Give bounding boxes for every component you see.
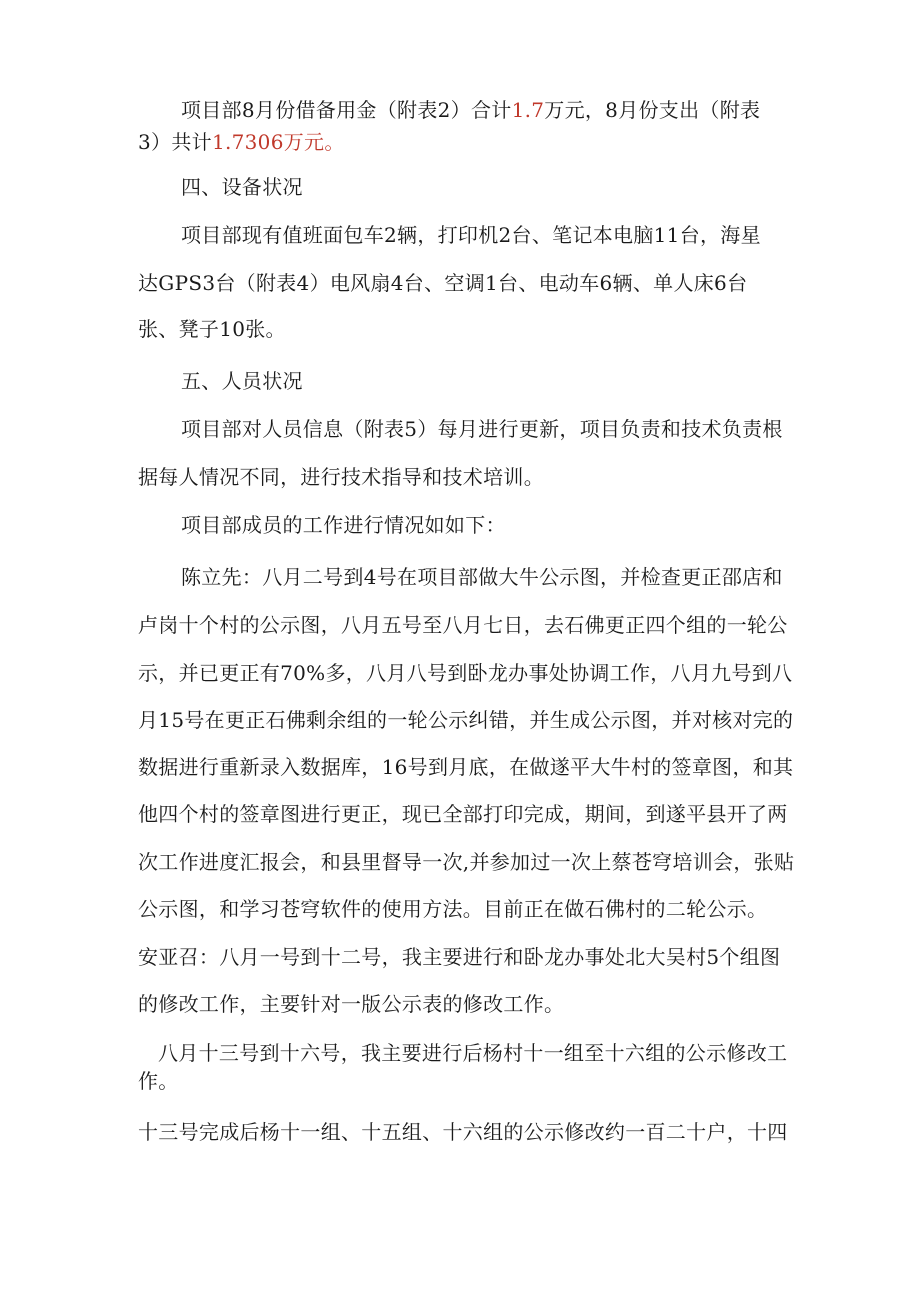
an-paragraph-line: 安亚召：八月一号到十二号，我主要进行和卧龙办事处北大吴村5个组图	[138, 945, 781, 969]
chen-paragraph-line: 月15号在更正石佛剩余组的一轮公示纠错，并生成公示图，并对核对完的	[138, 708, 794, 732]
chen-paragraph-line: 次工作进度汇报会，和县里督导一次,并参加过一次上蔡苍穹培训会，张贴	[138, 850, 795, 874]
chen-paragraph-line: 他四个村的签章图进行更正，现已全部打印完成，期间，到遂平县开了两	[138, 802, 788, 826]
aug13-paragraph-line: 作。	[138, 1069, 179, 1093]
chen-paragraph-line: 卢岗十个村的公示图，八月五号至八月七日，去石佛更正四个组的一轮公	[138, 613, 788, 637]
equipment-line: 达GPS3台（附表4）电风扇4台、空调1台、电动车6辆、单人床6台	[138, 271, 748, 295]
equipment-line: 张、凳子10张。	[138, 317, 286, 341]
equipment-line: 项目部现有值班面包车2辆，打印机2台、笔记本电脑11台，海星	[181, 223, 761, 247]
chen-paragraph-line: 陈立先：八月二号到4号在项目部做大牛公示图，并检查更正邵店和	[181, 565, 783, 589]
last-paragraph-line: 十三号完成后杨十一组、十五组、十六组的公示修改约一百二十户，十四	[138, 1120, 788, 1144]
an-paragraph-line: 的修改工作，主要针对一版公示表的修改工作。	[138, 992, 565, 1016]
chen-paragraph-line: 数据进行重新录入数据库，16号到月底，在做遂平大牛村的签章图，和其	[138, 755, 794, 779]
chen-paragraph-line: 公示图，和学习苍穹软件的使用方法。目前正在做石佛村的二轮公示。	[138, 897, 768, 921]
finance-text: 3）共计	[138, 130, 212, 154]
finance-text: 项目部8月份借备用金（附表2）合计	[181, 98, 512, 122]
aug13-paragraph-line: 八月十三号到十六号，我主要进行后杨村十一组至十六组的公示修改工	[158, 1041, 788, 1065]
finance-line-2	[138, 129, 345, 155]
chen-paragraph-line: 示，并已更正有70%多，八月八号到卧龙办事处协调工作，八月九号到八	[138, 661, 793, 685]
members-intro: 项目部成员的工作进行情况如如下：	[181, 513, 506, 537]
finance-line-1	[181, 97, 760, 123]
section-heading-equipment: 四、设备状况	[181, 175, 303, 199]
section-heading-personnel: 五、人员状况	[181, 369, 303, 393]
finance-text: 万元，8月份支出（附表	[544, 98, 761, 122]
personnel-line: 项目部对人员信息（附表5）每月进行更新，项目负责和技术负责根	[181, 417, 783, 441]
expense-unit: 万元。	[283, 130, 345, 154]
borrowed-amount: 1.7	[511, 98, 545, 122]
personnel-line: 据每人情况不同，进行技术指导和技术培训。	[138, 465, 544, 489]
expense-amount: 1.7306	[211, 130, 284, 154]
